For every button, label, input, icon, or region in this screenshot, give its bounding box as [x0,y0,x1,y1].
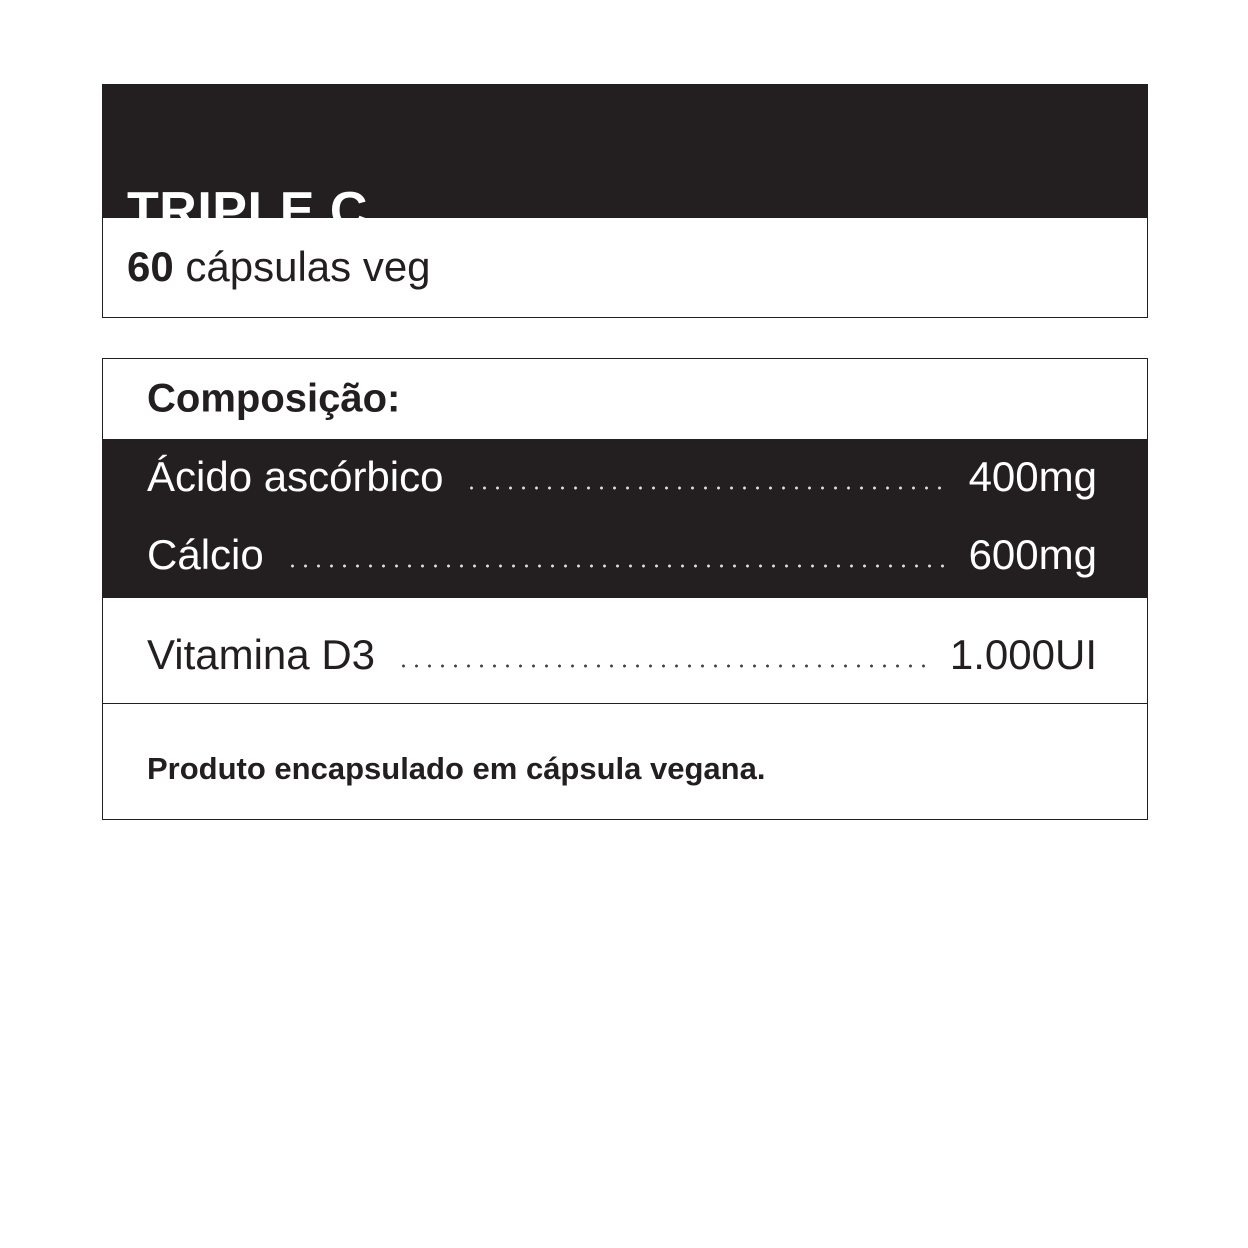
capsule-count: 60 [127,243,174,290]
capsule-count-line [127,243,431,291]
row-divider [103,597,1147,598]
composition-row-vitamin-d3 [147,625,1097,685]
composition-row-calcium [147,525,1097,585]
dot-leader [286,564,947,568]
capsule-label: cápsulas veg [185,243,431,290]
dot-leader [397,664,928,668]
product-title: TRIPLE C [127,182,368,240]
ingredient-name: Ácido ascórbico [147,453,444,500]
product-box [102,84,1148,318]
ingredient-amount: 600mg [968,531,1097,578]
ingredient-amount: 400mg [968,453,1097,500]
dot-leader [465,486,946,490]
composition-row-ascorbic-acid [147,447,1097,507]
composition-title: Composição: [147,376,401,421]
ingredient-amount: 1.000UI [949,631,1097,678]
footnote-divider [103,703,1147,704]
ingredient-name: Cálcio [147,531,264,578]
capsule-footnote: Produto encapsulado em cápsula vegana. [147,751,766,786]
composition-box [102,358,1148,820]
ingredient-name: Vitamina D3 [147,631,376,678]
